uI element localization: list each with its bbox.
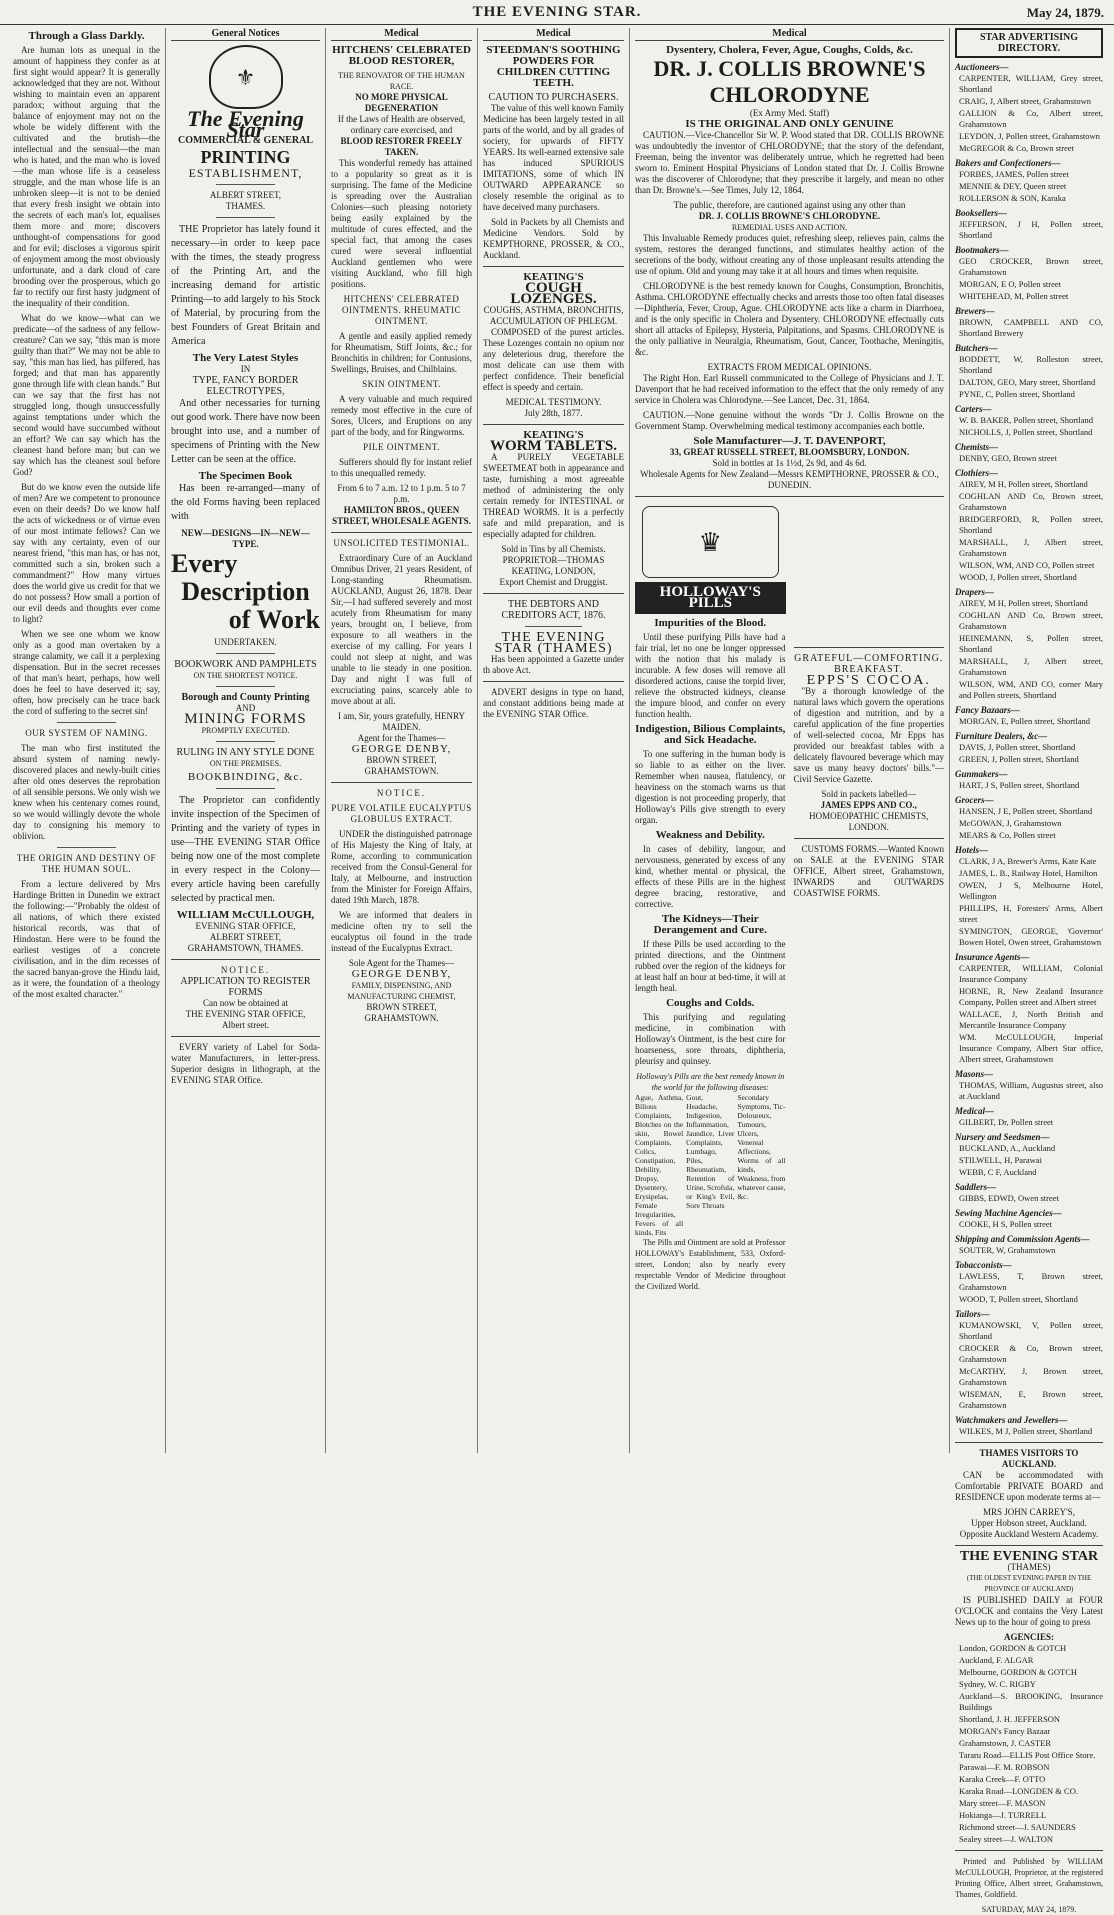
ad-paragraph: CAUTION.—None genuine without the words "Dr J. Collis Browne on the Government Stamp. Overwhelming medical testimony accompanies each bottle. <box>635 410 944 431</box>
newspaper-title: THE EVENING STAR. <box>472 4 642 20</box>
article-paragraph: Are human lots as unequal in the amount of happiness they confer as at first sight would appear? It is generally acknowledged that they are not. Without wishing to maintain even an apparent paradox; without arguing that the balance of enjoyment may not on the whole be widely different with the cultivated and the brutish—the intellectual and the sensual—the man who is hated, and the man who is loved—the man whose life is a ceaseless struggle, and the man whose life is an unbroken sleep—it is not to be denied that every fresh insight we obtain into the secrets of each man's lot, equalises them more and more; discovers unthought-of compensations for good and for evil; discloses a vigorous spirit of enjoyment among the most obviously unfortunate, and a dark cloud of care brooding over the prosperous, which go far to rectify our first hasty judgment of the inequality of their condition. <box>13 45 160 308</box>
divider <box>57 847 116 848</box>
imprint: Printed and Published by WILLIAM McCULLOUGH, Proprietor, at the registered Printing Office, Albert street, Grahamstown, Thames, Goldfield. <box>955 1857 1103 1899</box>
column-header: General Notices <box>171 28 320 41</box>
ad-paragraph: The value of this well known Family Medicine has been largely tested in all parts of the world, and by all grades of society, for upwards of FIFTY YEARS. Its well-earned extensive sale has induced SPURIOUS IMITATIONS, some of which IN OUTWARD APPEARANCE so closely resemble the original as to have deceived many purchasers. <box>483 103 624 212</box>
star-line: (THAMES) <box>1007 1562 1051 1572</box>
agency-list <box>955 1643 1103 1845</box>
agency-entry: Melbourne, GORDON & GOTCH <box>959 1667 1078 1677</box>
article-paragraph: But do we know even the outside life of men? Are we competent to pronounce even on their deeds? Do we know half the acts of wickedness or of virtue even of our most intimate fellows? Can we say with any certainty, even of our nearest friend, "this man has, or has not, committed such a sin, broken such a commandment?" How many virtues does the world give us credit for that we do not possess? How small a portion of our evil deeds and thoughts ever come to light? <box>13 482 160 624</box>
ad-paragraph: A PURELY VEGETABLE SWEETMEAT both in appearance and taste, furnishing a most agreeable method of administering the only certain remedy for INTESTINAL or THREAD WORMS. It is a perfectly safe and mild preparation, and is especially adapted for children. <box>483 452 624 539</box>
directory-entry: GALLION & Co, Albert street, Grahamstown <box>959 108 1103 129</box>
ad-paragraph: And other necessaries for turning out good work. There have now been brought into use, and a number of specimens of Printing with the New Letter can be seen at the office. <box>171 398 320 465</box>
directory-entry: WILKES, M J, Pollen street, Shortland <box>959 1426 1093 1436</box>
ad-paragraph: CHLORODYNE is the best remedy known for Coughs, Consumption, Bronchitis, Asthma. CHLORODYNE effectually checks and arrests those too often fatal diseases—Diphtheria, Fever, Croup, Ague. CHLORODYNE acts like a charm in Diarrhoea, and is the only specific in Cholera and Dysentery. CHLORODYNE effectually cuts short all attacks of Epilepsy, Hysteria, Palpitations, and Spasms. CHLORODYNE is the only palliative in Neuralgia, Rheumatism, Gout, Cancer, Toothache, Meningitis, &c. <box>635 281 944 357</box>
ad-line: (Ex Army Med. Staff) <box>749 108 830 118</box>
agency-entry: Grahamstown, J. CASTER <box>959 1738 1052 1748</box>
ad-line: Wholesale Agents for New Zealand—Messrs KEMPTHORNE, PROSSER & CO., DUNEDIN. <box>640 469 939 490</box>
ad-paragraph: Has been appointed a Gazette under th above Act. <box>483 654 624 675</box>
directory-entry: HART, J S, Pollen street, Shortland <box>959 780 1080 790</box>
article-title: THE ORIGIN AND DESTINY OF THE HUMAN SOUL. <box>16 853 157 874</box>
directory-entry: MORGAN, E, Pollen street, Shortland <box>959 716 1091 726</box>
ad-paragraph: THE Proprietor has lately found it necessary—in order to keep pace with the times, the steady progress of the Printing Art, and the increasing demand for artistic Printing—to add largely to his Stock of Material, by procuring from the best Founders of Great Britain and America <box>171 224 320 347</box>
directory-entry: LAWLESS, T, Brown street, Grahamstown <box>959 1271 1103 1292</box>
directory-entry: WHITEHEAD, M, Pollen street <box>959 291 1069 301</box>
ad-heading: KEATING'S <box>523 429 584 441</box>
ad-paragraph: Sufferers should fly for instant relief to this unequalled remedy. <box>331 457 472 478</box>
town-line: THAMES. <box>225 201 266 211</box>
ad-heading: NEW—DESIGNS—IN—NEW—TYPE. <box>181 528 310 549</box>
directory-entry: AIREY, M H, Pollen street, Shortland <box>959 598 1088 608</box>
holloway-right <box>794 502 945 1296</box>
directory-entry: AIREY, M H, Pollen street, Shortland <box>959 479 1088 489</box>
directory-entry: COGHLAN AND Co, Brown street, Grahamstown <box>959 610 1103 631</box>
ad-line: REMEDIAL USES AND ACTION. <box>731 223 848 232</box>
directory-entry: DAVIS, J, Pollen street, Shortland <box>959 742 1076 752</box>
ad-heading: THE DEBTORS AND CREDITORS ACT, 1876. <box>501 599 606 621</box>
ad-line: EXTRACTS FROM MEDICAL OPINIONS. <box>707 362 872 372</box>
divider <box>955 1545 1103 1546</box>
ad-paragraph: The Right Hon. Earl Russell communicated to the College of Physicians and J. T. Davenport that he had received information to the effect that the only remedy of any service in Cholera was Chlorodyne.—See Lancet, Dec. 31, 1864. <box>635 373 944 405</box>
holloway-left <box>635 502 786 1296</box>
ad-line: BROWN STREET, GRAHAMSTOWN. <box>364 755 439 776</box>
owner-address: ALBERT STREET, <box>209 932 282 942</box>
directory-entry: GEO CROCKER, Brown street, Grahamstown <box>959 256 1103 277</box>
ad-line: BOOKBINDING, &c. <box>187 771 304 783</box>
ad-heading: Borough and County Printing <box>181 692 310 703</box>
directory-entry: STILWELL, H, Parawai <box>959 1155 1042 1165</box>
directory-category: Bakers and Confectioners— <box>955 158 1061 168</box>
ad-line: ON THE PREMISES. <box>209 759 282 768</box>
page-columns <box>8 28 1108 1914</box>
ad-line: Sole Manufacturer—J. T. DAVENPORT, <box>693 435 886 447</box>
ad-line: Sole Agent for the Thames— <box>348 958 455 968</box>
directory-entry: MARSHALL, J, Albert street, Grahamstown <box>959 656 1103 677</box>
directory-entry: LEYDON, J, Pollen street, Grahamstown <box>959 131 1100 141</box>
establishment-heading: ESTABLISHMENT, <box>188 166 303 180</box>
directory-entry: W. B. BAKER, Pollen street, Shortland <box>959 415 1094 425</box>
ad-heading: Coughs and Colds. <box>666 997 755 1009</box>
ad-paragraph: In cases of debility, langour, and nervousness, generated by excess of any kind, whether mental or physical, the effects of these Pills are in the highest degree bracing, restorative, and corrective. <box>635 844 786 909</box>
ad-line: Export Chemist and Druggist. <box>499 577 608 587</box>
directory-entry: BRIDGERFORD, R, Pollen street, Shortland <box>959 514 1103 535</box>
directory-entry: CRAIG, J, Albert street, Grahamstown <box>959 96 1091 106</box>
ad-line: From 6 to 7 a.m. 12 to 1 p.m. 5 to 7 p.m. <box>337 483 466 504</box>
star-line: (THE OLDEST EVENING PAPER IN THE PROVINCE OF AUCKLAND) <box>966 1574 1092 1593</box>
directory-entry: BUCKLAND, A., Auckland <box>959 1143 1056 1153</box>
ad-line: BROWN STREET, GRAHAMSTOWN. <box>364 1002 439 1023</box>
royal-crest-icon: ♛ <box>642 506 779 578</box>
ad-line: ON THE SHORTEST NOTICE. <box>193 671 298 680</box>
directory-entry: GILBERT, Dr, Pollen street <box>959 1117 1054 1127</box>
directory-category: Saddlers— <box>955 1182 997 1192</box>
divider <box>331 782 472 783</box>
spacer <box>794 502 945 642</box>
ad-paragraph: Extraordinary Cure of an Auckland Omnibus Driver, 21 years Resident, of Long-standing Rheumatism. AUCKLAND, August 26, 1878. Dear Sir,—I had suffered severely and most acutely from Rheumatism for many years, brought on, I believe, from exposure to all weathers in the exercise of my calling. For years I could not sleep at night, and was unable to lie steady in one position. Day and night I was full of excruciating pains, scarcely able to move about at all. <box>331 553 472 706</box>
agency-entry: Tararu Road—ELLIS Post Office Store. <box>959 1750 1096 1760</box>
ad-heading: BREAKFAST. <box>834 664 904 675</box>
ad-line: If the Laws of Health are observed, ordinary care exercised, and <box>337 114 466 135</box>
ad-heading: GEORGE DENBY, <box>351 968 452 980</box>
directory-category: Medical— <box>955 1106 994 1116</box>
owner-address: EVENING STAR OFFICE, <box>195 921 296 931</box>
agency-entry: Mary street—F. MASON <box>959 1798 1046 1808</box>
issue-date: May 24, 1879. <box>1026 5 1104 20</box>
ad-heading: HITCHENS' CELEBRATED BLOOD RESTORER, <box>332 44 471 67</box>
ad-paragraph: This wonderful remedy has attained to a popularity so great as it is surprising. The fame of the Medicine is spreading over the Australian Colonies—such pleasing notoriety being easily explained by the multitude of cures effected, and the special fact, that among the cases cured were several influential Auckland gentlemen who were visiting Auckland, who fill high positions. <box>331 158 472 289</box>
divider <box>57 722 116 723</box>
ad-paragraph: The Pills and Ointment are sold at Professor HOLLOWAY's Establishment, 533, Oxford-street, London; also by nearly every respectable Vendor of Medicine throughout the Civilized World. <box>635 1238 786 1291</box>
ad-heading: UNSOLICITED TESTIMONIAL. <box>333 538 470 548</box>
directory-category: Furniture Dealers, &c— <box>955 731 1048 741</box>
directory-entry: MEARS & Co, Pollen street <box>959 830 1056 840</box>
ad-line: THE RENOVATOR OF THE HUMAN RACE. <box>338 71 465 91</box>
column-header: Medical <box>635 28 944 41</box>
directory-category: Grocers— <box>955 795 994 805</box>
agency-entry: Sydney, W. C. RIGBY <box>959 1679 1036 1689</box>
ad-display-word: of Work <box>228 605 320 634</box>
article-paragraph: The man who first instituted the absurd system of naming newly-discovered places and newly-built cities after old ones deserves the reprobation of all sensible persons. We only wish we knew when his centenary comes round, so we would willingly devote the whole day to consigning his memory to oblivion. <box>13 743 160 841</box>
directory-category: Booksellers— <box>955 208 1008 218</box>
ad-heading: PILE OINTMENT. <box>363 442 440 452</box>
divider <box>216 741 276 742</box>
directory-entry: COGHLAN AND Co, Brown street, Grahamstown <box>959 491 1103 512</box>
directory-entry: PHILLIPS, H, Foresters' Arms, Albert street <box>959 903 1103 924</box>
ad-heading: HITCHENS' CELEBRATED OINTMENTS. RHEUMATIC OINTMENT. <box>342 294 461 326</box>
ad-line: Agent for the Thames— <box>357 733 446 743</box>
ad-line: I am, Sir, yours gratefully, HENRY MAIDEN. <box>337 711 466 732</box>
ad-line: July 28th, 1877. <box>524 408 583 418</box>
directory-category: Tobacconists— <box>955 1260 1012 1270</box>
ad-line: IN <box>240 364 251 374</box>
ad-paragraph: This Invaluable Remedy produces quiet, refreshing sleep, relieves pain, calms the system, restores the deranged functions, and stimulates healthy action of the secretions of the body, without creating any of those unpleasant results attending the use of opium. Old and young may take it at all hours and times when requisite. <box>635 233 944 276</box>
ad-line: NO MORE PHYSICAL DEGENERATION <box>355 92 448 113</box>
directory-entry: McGOWAN, J, Grahamstown <box>959 818 1062 828</box>
divider <box>216 653 276 654</box>
notice-line: Albert street. <box>222 1020 269 1030</box>
ad-display-word: Description <box>181 577 310 606</box>
imprint-date: SATURDAY, MAY 24, 1879. <box>981 1905 1077 1914</box>
divider <box>635 496 944 497</box>
divider <box>216 217 276 218</box>
directory-entry: GREEN, J, Pollen street, Shortland <box>959 754 1079 764</box>
ad-paragraph: A very valuable and much required remedy most effective in the cure of Sores, Ulcers, and Eruptions on any part of the body, and for Ringworms. <box>331 394 472 437</box>
ad-paragraph: We are informed that dealers in medicine often try to sell the eucalyptus oil found in the trade instead of the Eucalyptus Extract. <box>331 910 472 953</box>
agency-entry: Karaka Road—LONGDEN & CO. <box>959 1786 1078 1796</box>
column-editorial <box>8 28 166 1453</box>
ad-paragraph: CAUTION.—Vice-Chancellor Sir W. P. Wood stated that DR. COLLIS BROWNE was undoubtedly the inventor of CHLORODYNE; that the story of the defendant, Freeman, being the inventor was deliberately untrue, which he regretted had been sworn to. Eminent Hospital Physicians of London stated that Dr. J. Collis Browne was the discoverer of Chlorodyne; that they prescribe it largely, and mean no other than Dr. Browne's.—See Times, July 12, 1864. <box>635 130 944 195</box>
ad-paragraph: This purifying and regulating medicine, in combination with Holloway's Ointment, is the best cure for hoarseness, sore throats, diphtheria, pleurisy and quinsey. <box>635 1012 786 1066</box>
directory-category: Tailors— <box>955 1309 990 1319</box>
directory-category: Shipping and Commission Agents— <box>955 1234 1090 1244</box>
column-header: Medical <box>483 28 624 41</box>
divider <box>171 1036 320 1037</box>
ad-heading: GRATEFUL—COMFORTING. <box>794 653 944 664</box>
directory-list <box>955 62 1103 1437</box>
directory-entry: OWEN, J S, Melbourne Hotel, Wellington <box>959 880 1103 901</box>
holloway-ad <box>635 502 944 1296</box>
holloway-banner: HOLLOWAY'S PILLS <box>635 582 786 614</box>
paper-name: The Evening Star <box>187 106 304 142</box>
divider <box>216 788 276 789</box>
ad-line: IS THE ORIGINAL AND ONLY GENUINE <box>685 118 894 130</box>
divider <box>483 266 624 267</box>
ad-line: Sold in Tins by all Chemists. <box>501 544 606 554</box>
notice-line: THE EVENING STAR OFFICE, <box>185 1009 306 1019</box>
ad-paragraph: UNDER the distinguished patronage of His Majesty the King of Italy, at Rome, according to communication received from the Consul-General for Italy, at Melbourne, and instruction from the Minister for Foreign Affairs, dated 19th March, 1878. <box>331 829 472 905</box>
ad-paragraph: COMPOSED of the purest articles. These Lozenges contain no opium nor any deleterious drug, therefore the most delicate can use them with perfect confidence. Their beneficial effect is speedy and certain. <box>483 327 624 392</box>
ad-line: COUGHS, ASTHMA, BRONCHITIS, ACCUMULATION OF PHLEGM. <box>483 305 624 326</box>
ad-line: TYPE, FANCY BORDER ELECTROTYPES, <box>192 375 299 397</box>
directory-entry: THOMAS, William, Augustus street, also at Auckland <box>959 1080 1103 1101</box>
printing-heading: PRINTING <box>200 147 291 167</box>
ad-paragraph: The Proprietor can confidently invite inspection of the Specimen of Printing and the variety of types in use—THE EVENING STAR Office being now one of the most complete in every respect in the Colony—every article having been carefully selected by practical men. <box>171 795 320 904</box>
street-line: ALBERT STREET, <box>209 190 282 200</box>
ad-heading: COUGH LOZENGES. <box>510 280 597 307</box>
ad-paragraph: ADVERT designs in type on hand, and constant additions being made at the EVENING STAR Office. <box>483 687 624 719</box>
ad-line: UNDERTAKEN. <box>214 637 277 647</box>
directory-category: Bootmakers— <box>955 245 1009 255</box>
disease-column: Ague, Asthma, Bilious Complaints, Blotches on the skin, Bowel Complaints, Colics, Constipation, Debility, Dropsy, Dysentery, Erysipelas, Female Irregularities, Fevers of all kinds, Fits <box>635 1093 684 1237</box>
column-directory <box>950 28 1108 1914</box>
ad-line: Sold in bottles at 1s 1½d, 2s 9d, and 4s 6d. <box>712 458 867 468</box>
column-general-notices <box>166 28 326 1453</box>
directory-entry: CLARK, J A, Brewer's Arms, Kate Kate <box>959 856 1097 866</box>
directory-category: Butchers— <box>955 343 998 353</box>
ad-paragraph: EVERY variety of Label for Soda-water Manufacturers, in letter-press. Superior designs in lithograph, at the EVENING STAR Office. <box>171 1042 320 1085</box>
directory-entry: DALTON, GEO, Mary street, Shortland <box>959 377 1096 387</box>
directory-entry: NICHOLLS, J, Pollen street, Shortland <box>959 427 1093 437</box>
ad-heading: THE EVENING STAR (THAMES) <box>494 630 613 656</box>
ad-paragraph: If these Pills be used according to the printed directions, and the Ointment rubbed over the region of the kidneys for at least half an hour at bed-time, it will at length heal. <box>635 939 786 993</box>
ad-line: BOOKWORK AND PAMPHLETS <box>174 659 317 670</box>
ad-heading: KEATING'S <box>523 271 584 283</box>
agency-entry: Hokianga—J. TURRELL <box>959 1810 1047 1820</box>
agencies-heading: AGENCIES: <box>1003 1632 1054 1642</box>
divider <box>955 1442 1103 1443</box>
directory-entry: SOUTER, W, Grahamstown <box>959 1245 1056 1255</box>
ad-heading: EPPS'S COCOA. <box>806 673 931 688</box>
directory-category: Masons— <box>955 1069 994 1079</box>
article-title: OUR SYSTEM OF NAMING. <box>25 728 148 738</box>
disease-column: Secondary Symptoms, Tic-Doloureux, Tumours, Ulcers, Venereal Affections, Worms of all kinds, Weakness, from whatever cause, &c. <box>737 1093 786 1201</box>
directory-category: Hotels— <box>955 845 988 855</box>
ad-line: DR. J. COLLIS BROWNE'S CHLORODYNE. <box>698 211 881 221</box>
directory-category: Clothiers— <box>955 468 999 478</box>
ad-line: The public, therefore, are cautioned against using any other than <box>673 200 906 210</box>
ad-paragraph: CUSTOMS FORMS.—Wanted Known on SALE at the EVENING STAR OFFICE, Albert street, Grahamstown, INWARDS and OUTWARDS COASTWISE FORMS. <box>793 844 944 898</box>
ad-paragraph: Has been re-arranged—many of the old Forms having been replaced with <box>171 483 320 522</box>
ad-line: HAMILTON BROS., QUEEN STREET, WHOLESALE AGENTS. <box>332 505 471 526</box>
divider <box>525 626 581 627</box>
directory-entry: JAMES, L. B., Railway Hotel, Hamilton <box>959 868 1098 878</box>
directory-entry: WISEMAN, E, Brown street, Grahamstown <box>959 1389 1103 1410</box>
notice-heading: NOTICE. <box>376 788 427 798</box>
agency-entry: Auckland—S. BROOKING, Insurance Buildings <box>959 1691 1103 1712</box>
column-header: Medical <box>331 28 472 41</box>
directory-entry: FORBES, JAMES, Pollen street <box>959 169 1069 179</box>
directory-entry: CARPENTER, WILLIAM, Grey street, Shortland <box>959 73 1103 94</box>
ad-paragraph: Sold in Packets by all Chemists and Medicine Vendors. Sold by KEMPTHORNE, PROSSER, & CO., Auckland. <box>483 217 624 260</box>
ad-heading: PURE VOLATILE EUCALYPTUS GLOBULUS EXTRACT. <box>331 803 472 824</box>
directory-entry: BROWN, CAMPBELL AND CO, Shortland Brewery <box>959 317 1103 338</box>
directory-entry: ROLLERSON & SON, Karaka <box>959 193 1066 203</box>
ad-line: HOMOEOPATHIC CHEMISTS, <box>809 811 929 821</box>
directory-entry: BODDETT, W, Rolleston street, Shortland <box>959 354 1103 375</box>
directory-entry: CROCKER & Co, Brown street, Grahamstown <box>959 1343 1103 1364</box>
ad-banner: Dysentery, Cholera, Fever, Ague, Coughs, Colds, &c. <box>666 44 913 56</box>
directory-entry: GIBBS, EDWD, Owen street <box>959 1193 1059 1203</box>
notice-line: APPLICATION TO REGISTER FORMS <box>180 976 311 998</box>
ad-line: CAUTION TO PURCHASERS. <box>488 92 619 103</box>
directory-entry: PYNE, C, Pollen street, Shortland <box>959 389 1075 399</box>
directory-category: Nursery and Seedsmen— <box>955 1132 1050 1142</box>
directory-entry: HORNE, R, New Zealand Insurance Company, Pollen street and Albert street <box>959 986 1103 1007</box>
directory-entry: WEBB, C F, Auckland <box>959 1167 1037 1177</box>
directory-entry: MENNIE & DEY, Queen street <box>959 181 1067 191</box>
divider <box>483 593 624 594</box>
column-medical-2 <box>478 28 630 1453</box>
directory-entry: CARPENTER, WILLIAM, Colonial Insurance Company <box>959 963 1103 984</box>
ad-heading: WORM TABLETS. <box>490 438 617 454</box>
ad-line: JAMES EPPS AND CO., <box>820 800 917 810</box>
visitors-line: Opposite Auckland Western Academy. <box>959 1529 1099 1539</box>
ad-heading: Indigestion, Bilious Complaints, and Sick Headache. <box>635 723 786 746</box>
directory-entry: HANSEN, J E, Pollen street, Shortland <box>959 806 1093 816</box>
ad-paragraph: "By a thorough knowledge of the natural laws which govern the operations of digestion and nutrition, and by a careful application of the fine properties of well-selected cocoa, Mr Epps has provided our breakfast tables with a delicately flavoured beverage which may save us many heavy doctors' bills."—Civil Service Gazette. <box>793 686 944 784</box>
masthead <box>0 0 1114 25</box>
agency-entry: Auckland, F. ALGAR <box>959 1655 1034 1665</box>
visitors-line: MRS JOHN CARREY'S, <box>983 1507 1075 1517</box>
divider <box>171 959 320 960</box>
directory-entry: HEINEMANN, S, Pollen street, Shortland <box>959 633 1103 654</box>
ad-line: PROPRIETOR—THOMAS KEATING, LONDON, <box>502 555 605 576</box>
star-text: IS PUBLISHED DAILY at FOUR O'CLOCK and contains the Very Latest News up to the hour of going to press <box>955 1595 1103 1627</box>
divider <box>331 532 472 533</box>
directory-entry: McCARTHY, J, Brown street, Grahamstown <box>959 1366 1103 1387</box>
ad-heading: The Very Latest Styles <box>192 352 299 364</box>
directory-entry: DENBY, GEO, Brown street <box>959 453 1057 463</box>
divider <box>955 1850 1103 1851</box>
directory-entry: McGREGOR & Co, Brown street <box>959 143 1074 153</box>
directory-category: Auctioneers— <box>955 62 1009 72</box>
directory-category: Carters— <box>955 404 992 414</box>
notice-line: Can now be obtained at <box>203 998 288 1008</box>
ad-line: FAMILY, DISPENSING, AND MANUFACTURING CHEMIST, <box>347 981 456 1001</box>
ad-line: 33, GREAT RUSSELL STREET, BLOOMSBURY, LONDON. <box>669 447 910 457</box>
agency-entry: Richmond street—J. SAUNDERS <box>959 1822 1076 1832</box>
ad-line: MEDICAL TESTIMONY. <box>505 397 602 407</box>
ad-heading: SKIN OINTMENT. <box>362 379 441 389</box>
directory-entry: WOOD, J, Pollen street, Shortland <box>959 572 1077 582</box>
directory-entry: KUMANOWSKI, V, Pollen street, Shortland <box>959 1320 1103 1341</box>
ad-line: PROMPTLY EXECUTED. <box>201 726 290 735</box>
visitors-line: Upper Hobson street, Auckland. <box>971 1518 1087 1528</box>
agency-entry: London, GORDON & GOTCH <box>959 1643 1067 1653</box>
column-medical-1 <box>326 28 478 1453</box>
directory-category: Brewers— <box>955 306 995 316</box>
ad-heading: Weakness and Debility. <box>655 829 765 841</box>
notice-heading: NOTICE. <box>220 965 271 975</box>
ad-line: RULING IN ANY STYLE DONE <box>176 747 315 758</box>
ad-display-word: Every <box>171 549 238 578</box>
directory-entry: WILSON, WM, AND CO, corner Mary and Pollen streets, Shortland <box>959 679 1103 700</box>
ad-heading: GEORGE DENBY, <box>351 743 452 755</box>
directory-entry: WOOD, T, Pollen street, Shortland <box>959 1294 1078 1304</box>
directory-category: Sewing Machine Agencies— <box>955 1208 1062 1218</box>
star-title: THE EVENING STAR <box>959 1549 1099 1564</box>
ad-heading: DR. J. COLLIS BROWNE'S CHLORODYNE <box>653 56 926 107</box>
divider <box>794 838 945 839</box>
directory-entry: WM. McCULLOUGH, Imperial Insurance Company, Albert Star office, Albert street, Grahamstown <box>959 1032 1103 1064</box>
article-title: Through a Glass Darkly. <box>28 30 145 42</box>
directory-entry: MARSHALL, J, Albert street, Grahamstown <box>959 537 1103 558</box>
directory-entry: WALLACE, J, North British and Mercantile Insurance Company <box>959 1009 1103 1030</box>
ad-line: AND <box>235 703 256 713</box>
agency-entry: MORGAN's Fancy Bazaar <box>959 1726 1051 1736</box>
article-paragraph: From a lecture delivered by Mrs Hardinge Britten in Dunedin we extract the following:—"Probably the oldest of all nations, of which there existed historical records, was that of Hindostan. Here were to be found the earliest vestiges of a concrete civilisation, and in the dim recesses of the sacred banyan-grove the Hindu laid, as it were, the foundation of a theology of the most exalted character." <box>13 879 160 999</box>
directory-category: Chemists— <box>955 442 999 452</box>
visitors-title: THAMES VISITORS TO AUCKLAND. <box>979 1448 1079 1469</box>
directory-category: Fancy Bazaars— <box>955 705 1020 715</box>
agency-entry: Karaka Creek—F. OTTO <box>959 1774 1046 1784</box>
article-paragraph: What do we know—what can we predicate—of the sadness of any fellow-creature? Can we say, "this man is more guilty than that?" We may not be able to say, "this man has lied, has pilfered, has forged; and that man has apparently gone through life with clean hands." But can we say that the first has not struggled long, though unsuccessfully against temptations under which the second would have succumbed without an effort? We can say which has the cleanest hand before man; but can we say which has the cleanest soul before God? <box>13 313 160 477</box>
directory-category: Watchmakers and Jewellers— <box>955 1415 1068 1425</box>
agency-entry: Shortland, J. H. JEFFERSON <box>959 1714 1061 1724</box>
divider <box>483 424 624 425</box>
directory-category: Drapers— <box>955 587 995 597</box>
disease-column: Gout, Headache, Indigestion, Inflammation, Jaundice, Liver Complaints, Lumbago, Piles, Rheumatism, Retention of Urine, Scrofula, or King's Evil, Sore Throats <box>686 1093 735 1210</box>
coat-of-arms-icon: ⚜ <box>209 45 283 109</box>
ad-paragraph: Until these purifying Pills have had a fair trial, let no one be longer oppressed with the notion that his malady is incurable. A few doses will remove all disordered actions, cause the torpid liver, relieve the obstructed kidneys, cleanse the impure blood, and confer on every function health. <box>635 632 786 719</box>
directory-entry: COOKE, H S, Pollen street <box>959 1219 1053 1229</box>
column-medical-3 <box>630 28 950 1453</box>
owner-address: GRAHAMSTOWN, THAMES. <box>187 943 304 953</box>
ad-paragraph: To one suffering in the human body is so liable to as either on the liver. Remember when nausea, flatulency, or heaviness on the stomach warns us that digestion is not proceeding properly, that Holloway's Pills give strength to every organ. <box>635 749 786 825</box>
divider <box>216 184 276 185</box>
visitors-text: CAN be accommodated with Comfortable PRIVATE BOARD and RESIDENCE upon moderate terms at— <box>955 1470 1103 1502</box>
directory-entry: SYMINGTON, GEORGE, 'Governor' Bowen Hotel, Owen street, Grahamstown <box>959 926 1103 947</box>
ad-line: BLOOD RESTORER FREELY TAKEN. <box>340 136 463 157</box>
ad-line: Sold in packets labelled— <box>821 789 917 799</box>
directory-entry: WILSON, WM, AND CO, Pollen street <box>959 560 1095 570</box>
disease-list <box>635 1093 786 1237</box>
ad-line: Holloway's Pills are the best remedy known in the world for the following diseases: <box>636 1072 785 1092</box>
owner-name: WILLIAM McCULLOUGH, <box>176 909 315 921</box>
divider <box>216 686 276 687</box>
ad-heading: The Specimen Book <box>198 470 293 482</box>
agency-entry: Sealey street—J. WALTON <box>959 1834 1054 1844</box>
ad-heading: Impurities of the Blood. <box>654 617 767 629</box>
ad-heading: STEEDMAN'S SOOTHING POWDERS FOR CHILDREN CUTTING TEETH. <box>486 44 621 89</box>
divider <box>483 681 624 682</box>
divider <box>794 647 945 648</box>
agency-entry: Parawai—F. M. ROBSON <box>959 1762 1050 1772</box>
directory-category: Gunmakers— <box>955 769 1008 779</box>
directory-entry: MORGAN, E O, Pollen street <box>959 279 1061 289</box>
directory-title: STAR ADVERTISING DIRECTORY. <box>955 28 1103 58</box>
company-line: COMMERCIAL & GENERAL <box>177 135 313 146</box>
directory-entry: JEFFERSON, J H, Pollen street, Shortland <box>959 219 1103 240</box>
directory-category: Insurance Agents— <box>955 952 1030 962</box>
article-paragraph: When we see one whom we know only as a good man overtaken by a strange calamity, we call it a perplexing dispensation. But in the secret recesses of that man's heart, perhaps, how well does he feel to have deserved it; say, often, how precisely can he trace back the cord of suffering to the secret sin! <box>13 629 160 716</box>
ad-line: LONDON. <box>848 822 889 832</box>
ad-heading: The Kidneys—Their Derangement and Cure. <box>653 913 767 936</box>
ad-paragraph: A gentle and easily applied remedy for Rheumatism, Stiff Joints, &c.; for Bronchitis in children; for Contusions, Swellings, Bruises, and Chilblains. <box>331 331 472 374</box>
ad-heading: MINING FORMS <box>184 711 307 727</box>
